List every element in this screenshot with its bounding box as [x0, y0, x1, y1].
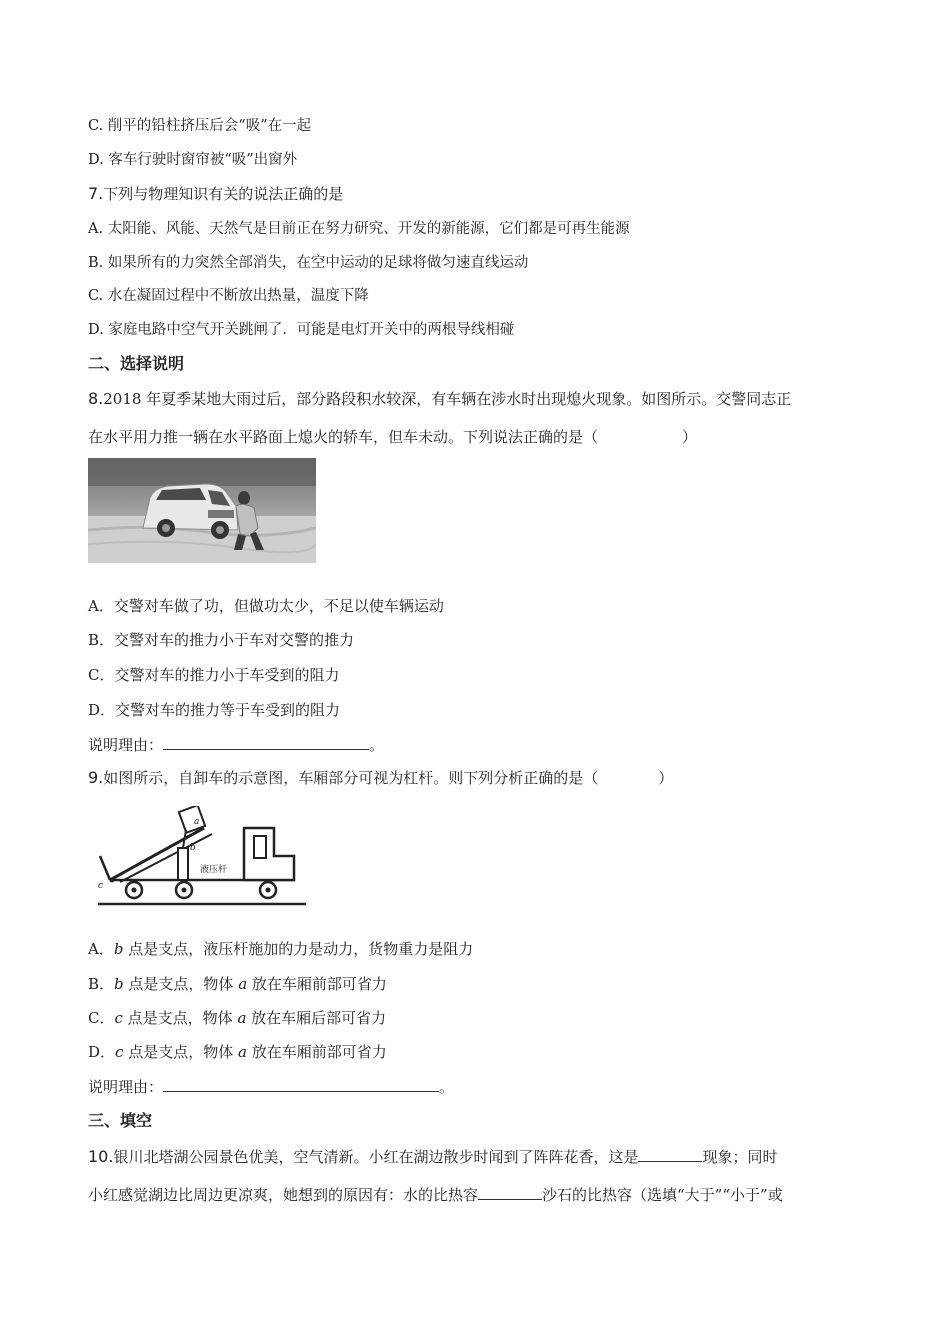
q8-option-a: A．交警对车做了功，但做功太少，不足以使车辆运动 [88, 597, 444, 615]
q9-option-c-text: 放在车厢后部可省力 [246, 1009, 387, 1027]
q7-option-b: B. 如果所有的力突然全部消失，在空中运动的足球将做匀速直线运动 [88, 255, 529, 271]
q9-option-a-var: b [113, 940, 124, 958]
q9-reason-label: 说明理由： [88, 1078, 164, 1096]
section-heading-3: 三、填空 [88, 1111, 153, 1130]
section-heading-2: 二、选择说明 [88, 354, 185, 373]
q8-reason-label: 说明理由： [88, 736, 164, 754]
q9-reason-blank[interactable] [163, 1077, 439, 1092]
q8-option-b: B．交警对车的推力小于车对交警的推力 [88, 631, 355, 649]
q9-stem [88, 768, 673, 788]
q7-stem [88, 184, 343, 204]
q9-dump-truck-figure [94, 806, 308, 908]
q8-reason-blank[interactable] [163, 735, 369, 750]
q10-line2 [88, 1185, 783, 1205]
q8-stem-close: ） [682, 428, 698, 446]
q8-option-c: C．交警对车的推力小于车受到的阻力 [88, 666, 340, 684]
q9-figure-label-c: c [98, 881, 104, 891]
q8-reason [88, 735, 384, 755]
q9-option-a [88, 939, 473, 959]
q8-stem-line2 [88, 427, 697, 447]
q9-option-d [88, 1042, 387, 1062]
q9-option-c-var2: a [237, 1009, 247, 1027]
q9-option-d-text: 放在车厢前部可省力 [246, 1043, 387, 1061]
q9-option-d-var: c [115, 1043, 124, 1061]
q9-option-b-letter: B． [88, 975, 115, 993]
q9-stem-close: ） [658, 769, 674, 787]
q10-line1 [88, 1147, 777, 1167]
q8-number: 8. [88, 389, 104, 408]
q10-blank1[interactable] [638, 1147, 702, 1162]
q9-option-c [88, 1008, 386, 1028]
q10-text2b: 沙石的比热容（选填“大于”“小于”或 [542, 1186, 783, 1204]
q7-stem-text: 下列与物理知识有关的说法正确的是 [103, 185, 344, 203]
q9-figure-label-b: b [190, 843, 196, 853]
q9-number: 9. [88, 768, 104, 787]
q8-option-d: D．交警对车的推力等于车受到的阻力 [88, 701, 341, 719]
q10-text1a: 银川北塔湖公园景色优美，空气清新。小红在湖边散步时闻到了阵阵花香，这是 [113, 1148, 639, 1166]
q9-figure-label-rod: 液压杆 [200, 865, 228, 875]
q9-figure-label-a: a [194, 817, 200, 827]
q7-option-d: D. 家庭电路中空气开关跳闸了．可能是电灯开关中的两根导线相碰 [88, 322, 515, 338]
q9-option-b-text: 放在车厢前部可省力 [247, 975, 387, 993]
q9-option-a-text: 点是支点，液压杆施加的力是动力，货物重力是阻力 [123, 940, 474, 958]
q9-option-b-var2: a [238, 975, 248, 993]
q9-option-c-var: c [114, 1009, 123, 1027]
q8-reason-end: 。 [369, 736, 385, 754]
q9-option-b-var: b [114, 975, 124, 993]
q9-option-c-mid: 点是支点，物体 [122, 1009, 238, 1027]
q8-stem-text2: 在水平用力推一辆在水平路面上熄火的轿车，但车未动。下列说法正确的是（ [88, 428, 599, 446]
q9-option-a-letter: A． [88, 940, 114, 958]
q6-option-c: C. 削平的铅柱挤压后会“吸”在一起 [88, 118, 312, 134]
q7-option-c: C. 水在凝固过程中不断放出热量，温度下降 [88, 288, 369, 304]
q10-blank2[interactable] [478, 1185, 542, 1200]
q9-option-d-mid: 点是支点，物体 [123, 1043, 238, 1061]
q9-reason [88, 1077, 454, 1097]
q10-number: 10. [88, 1147, 114, 1166]
q9-option-b-mid: 点是支点，物体 [123, 975, 239, 993]
q9-stem-text: 如图所示，自卸车的示意图，车厢部分可视为杠杆。则下列分析正确的是（ [103, 769, 599, 787]
q6-option-d: D. 客车行驶时窗帘被“吸”出窗外 [88, 152, 298, 168]
q8-stem-line1 [88, 389, 791, 409]
q8-photo-police-pushing-car [88, 458, 316, 563]
q7-option-a: A. 太阳能、风能、天然气是目前正在努力研究、开发的新能源，它们都是可再生能源 [88, 221, 630, 237]
q10-text1b: 现象；同时 [702, 1148, 778, 1166]
q9-reason-end: 。 [439, 1078, 455, 1096]
q9-option-b [88, 974, 387, 994]
q9-option-c-letter: C． [88, 1009, 115, 1027]
q9-option-d-var2: a [237, 1043, 247, 1061]
q7-number: 7. [88, 184, 104, 203]
q9-option-d-letter: D． [88, 1043, 116, 1061]
q8-stem-text1: 2018 年夏季某地大雨过后，部分路段积水较深，有车辆在涉水时出现熄火现象。如图所示。交警同志正 [103, 390, 792, 408]
q10-text2a: 小红感觉湖边比周边更凉爽，她想到的原因有：水的比热容 [88, 1186, 479, 1204]
